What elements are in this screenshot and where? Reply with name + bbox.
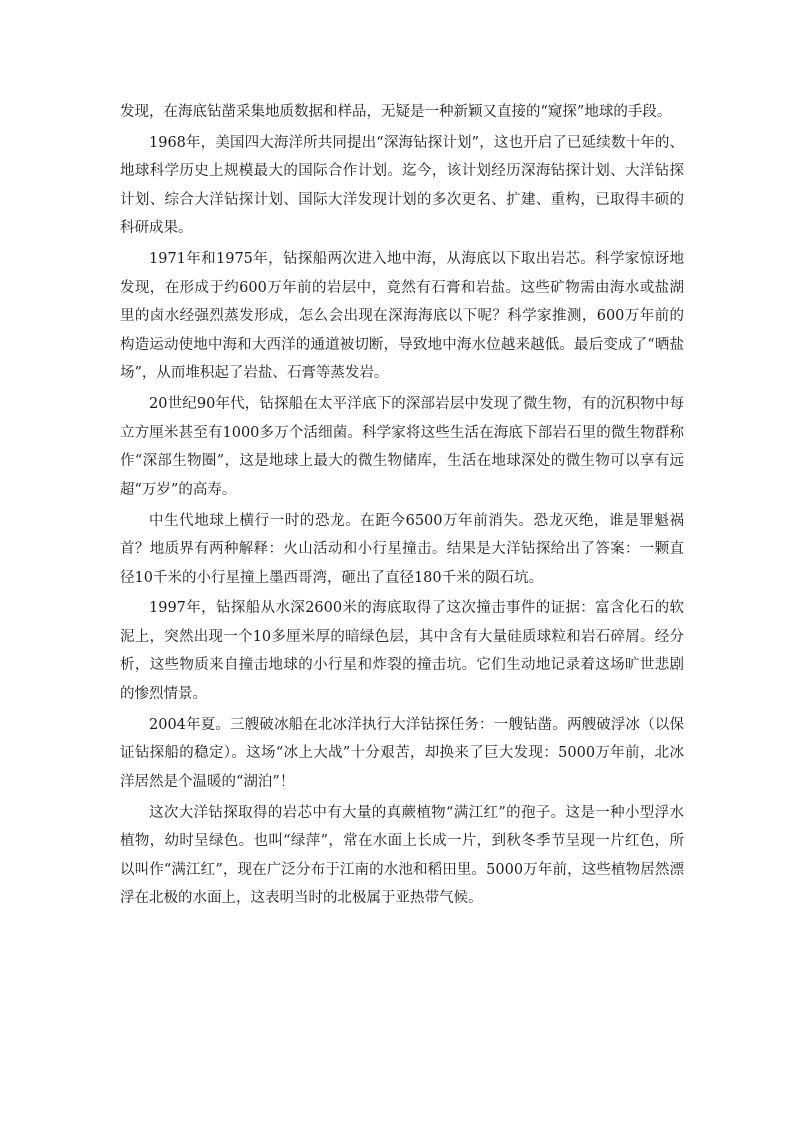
paragraph-3: 1971年和1975年，钻探船两次进入地中海，从海底以下取出岩芯。科学家惊讶地发现，在形成于约600万年前的岩层中，竟然有石膏和岩盐。这些矿物需由海水或盐湖里的卤水经强烈蒸发形成，怎么会出现在深海海底以下呢？科学家推测，600万年前的构造运动使地中海和大西洋的通道被切断，导致地中海水位越来越低。最后变成了“晒盐场”，从而堆积起了岩盐、石膏等蒸发岩。 [120, 251, 684, 382]
paragraph-4: 20世纪90年代，钻探船在太平洋底下的深部岩层中发现了微生物，有的沉积物中每立方厘米甚至有1000多万个活细菌。科学家将这些生活在海底下部岩石里的微生物群称作“深部生物圈”，这是地球上最大的微生物储库，生活在地球深处的微生物可以享有远超“万岁”的高寿。 [120, 396, 684, 498]
paragraph-5: 中生代地球上横行一时的恐龙。在距今6500万年前消失。恐龙灭绝，谁是罪魁祸首？地质界有两种解释：火山活动和小行星撞击。结果是大洋钻探给出了答案：一颗直径10千米的小行星撞上墨西哥湾，砸出了直径180千米的陨石坑。 [120, 512, 684, 586]
paragraph-6: 1997年，钻探船从水深2600米的海底取得了这次撞击事件的证据：富含化石的软泥上，突然出现一个10多厘米厚的暗绿色层，其中含有大量硅质球粒和岩石碎屑。经分析，这些物质来自撞击地球的小行星和炸裂的撞击坑。它们生动地记录着这场旷世悲剧的惨烈情景。 [120, 600, 684, 702]
paragraph-1: 发现，在海底钻凿采集地质数据和样品，无疑是一种新颖又直接的“窥探”地球的手段。 [120, 104, 672, 120]
paragraph-7: 2004年夏。三艘破冰船在北冰洋执行大洋钻探任务：一艘钻凿。两艘破浮冰（以保证钻探船的稳定）。这场“冰上大战”十分艰苦，却换来了巨大发现：5000万年前，北冰洋居然是个温暖的“湖泊”！ [120, 716, 684, 790]
paragraph-8: 这次大洋钻探取得的岩芯中有大量的真蕨植物“满江红”的孢子。这是一种小型浮水植物，幼时呈绿色。也叫“绿萍”，常在水面上长成一片，到秋冬季节呈现一片红色，所以叫作“满江红”，现在广泛分布于江南的水池和稻田里。5000万年前，这些植物居然漂浮在北极的水面上，这表明当时的北极属于亚热带气候。 [120, 804, 684, 907]
document-body [120, 98, 684, 915]
paragraph-2: 1968年，美国四大海洋所共同提出“深海钻探计划”，这也开启了已延续数十年的、地球科学历史上规模最大的国际合作计划。迄今，该计划经历深海钻探计划、大洋钻探计划、综合大洋钻探计划、国际大洋发现计划的多次更名、扩建、重构，已取得丰硕的科研成果。 [120, 134, 684, 237]
